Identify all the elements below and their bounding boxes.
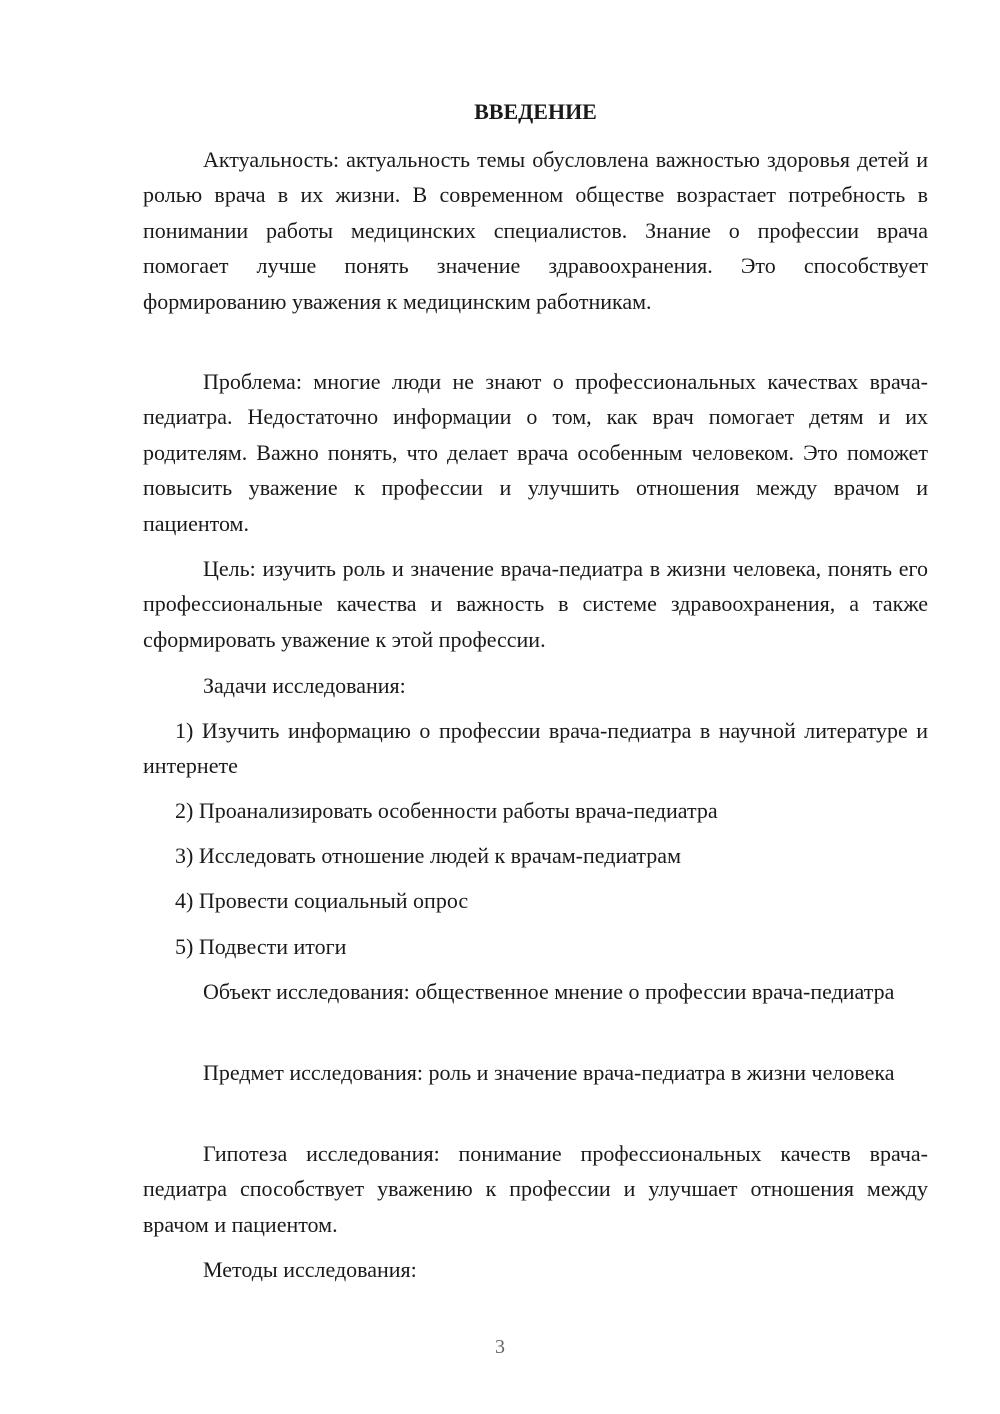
paragraph-subject: Предмет исследования: роль и значение врача-педиатра в жизни человека [203,1060,895,1085]
task-item-5: 5) Подвести итоги [175,934,347,959]
task-item-3: 3) Исследовать отношение людей к врачам-педиатрам [175,843,681,868]
tasks-title: Задачи исследования: [203,673,406,698]
paragraph-relevance: Актуальность: актуальность темы обусловлена важностью здоровья детей и ролью врача в их жизни. В современном обществе возрастает потребность в понимании работы медицинских специалистов. Знание о профессии врача помогает лучше понять значение здравоохранения. Это способствует формированию уважения к медицинским работникам. [143,147,928,314]
paragraph-hypothesis: Гипотеза исследования: понимание профессиональных качеств врача-педиатра способствует уважению к профессии и улучшает отношения между врачом и пациентом. [143,1141,928,1237]
page-number: 3 [495,1336,505,1358]
methods-title: Методы исследования: [203,1257,417,1282]
paragraph-object: Объект исследования: общественное мнение о профессии врача-педиатра [203,979,895,1004]
paragraph-problem: Проблема: многие люди не знают о профессиональных качествах врача-педиатра. Недостаточно информации о том, как врач помогает детям и их родителям. Важно понять, что делает врача особенным человеком. Это поможет повысить уважение к профессии и улучшить отношения между врачом и пациентом. [143,369,928,536]
task-item-2: 2) Проанализировать особенности работы врача-педиатра [175,798,718,823]
section-heading: ВВЕДЕНИЕ [474,99,597,124]
task-item-4: 4) Провести социальный опрос [175,888,469,913]
task-item-1: 1) Изучить информацию о профессии врача-педиатра в научной литературе и интернете [143,718,928,779]
paragraph-goal: Цель: изучить роль и значение врача-педиатра в жизни человека, понять его профессиональные качества и важность в системе здравоохранения, а также сформировать уважение к этой профессии. [143,556,928,652]
